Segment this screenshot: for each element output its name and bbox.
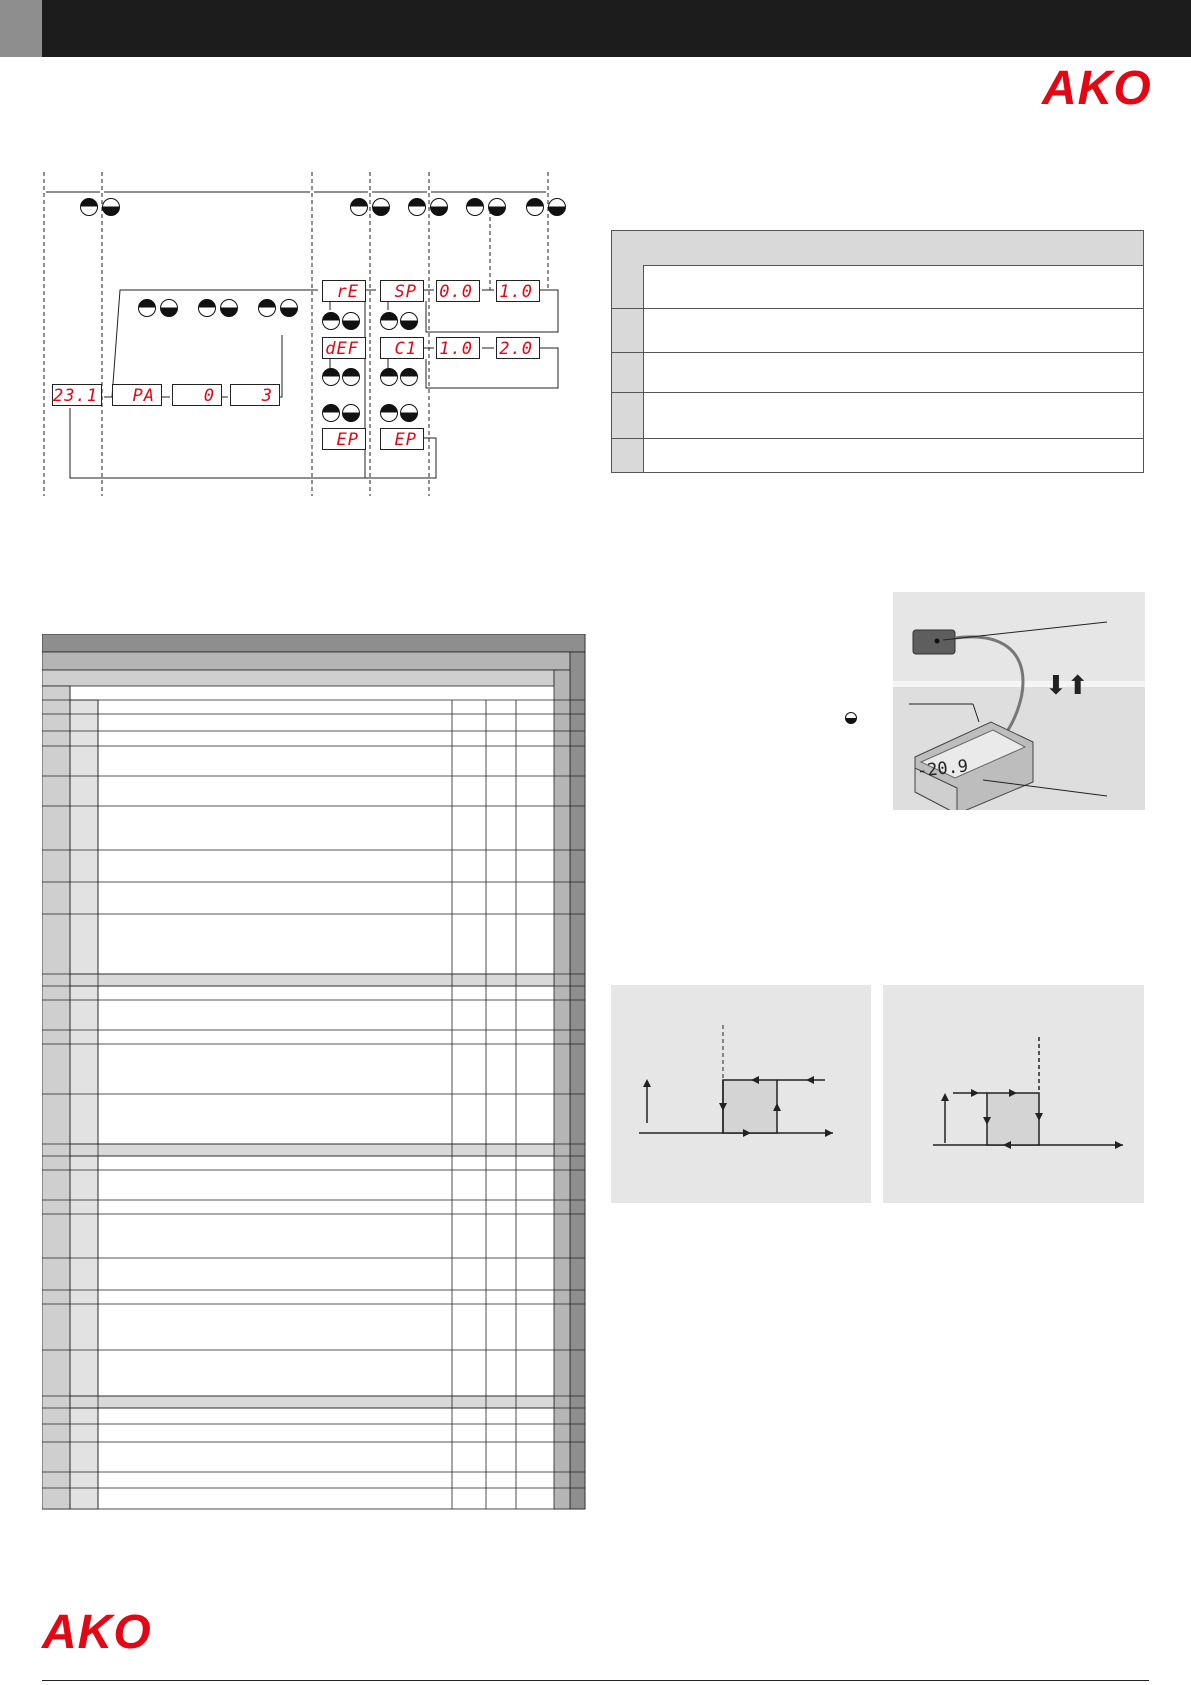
display-param-sp: SP <box>380 280 424 302</box>
display-code-value: 3 <box>230 384 280 406</box>
parameter-table <box>42 634 586 1510</box>
down-key-icon <box>400 404 418 422</box>
up-key-icon <box>138 299 156 317</box>
display-c1-value-b: 2.0 <box>496 337 540 359</box>
display-c1-value-a: 1.0 <box>436 337 480 359</box>
down-key-icon <box>280 299 298 317</box>
display-menu-def: dEF <box>322 337 366 359</box>
up-key-icon <box>380 368 398 386</box>
display-password: PA <box>112 384 162 406</box>
display-param-c1: C1 <box>380 337 424 359</box>
up-key-icon <box>400 368 418 386</box>
status-row <box>612 309 1143 353</box>
up-key-icon <box>322 312 340 330</box>
up-key-icon <box>380 404 398 422</box>
down-key-icon <box>342 404 360 422</box>
up-key-icon <box>258 299 276 317</box>
display-menu-re: rE <box>322 280 366 302</box>
display-param-ep: EP <box>380 428 424 450</box>
header-bar <box>0 0 1191 57</box>
up-key-icon <box>408 198 426 216</box>
down-key-icon <box>102 198 120 216</box>
display-sp-value-a: 0.0 <box>436 280 480 302</box>
double-arrow-icon: ⬇⬆ <box>1045 671 1089 701</box>
up-key-icon <box>466 198 484 216</box>
down-key-icon <box>372 198 390 216</box>
menu-navigation-diagram <box>40 170 580 500</box>
device-display-value: -20.9 <box>916 756 970 782</box>
header-tab <box>0 0 42 57</box>
heating-hysteresis-graph <box>883 985 1144 1203</box>
status-table <box>611 230 1144 473</box>
up-key-icon <box>322 368 340 386</box>
device-photo-panel <box>893 592 1145 810</box>
status-table-header <box>612 231 1143 266</box>
down-key-icon <box>548 198 566 216</box>
down-key-icon <box>342 312 360 330</box>
status-row <box>612 439 1143 472</box>
ako-logo-footer: AKO <box>42 1606 152 1659</box>
ako-logo: AKO <box>1042 62 1152 115</box>
down-key-icon <box>488 198 506 216</box>
down-key-icon <box>160 299 178 317</box>
status-row <box>612 265 1143 309</box>
cooling-hysteresis-graph <box>611 985 871 1203</box>
down-key-icon <box>220 299 238 317</box>
down-key-icon <box>430 198 448 216</box>
status-row <box>612 393 1143 439</box>
display-code-digit: 0 <box>172 384 222 406</box>
up-key-icon <box>342 368 360 386</box>
display-temperature: 23.1 <box>52 384 102 406</box>
display-sp-value-b: 1.0 <box>496 280 540 302</box>
down-key-icon <box>400 312 418 330</box>
up-key-icon <box>380 312 398 330</box>
footer-divider <box>42 1680 1149 1681</box>
up-key-icon <box>322 404 340 422</box>
down-key-icon <box>845 712 857 724</box>
display-menu-ep: EP <box>322 428 366 450</box>
up-key-icon <box>198 299 216 317</box>
up-key-icon <box>80 198 98 216</box>
status-row <box>612 353 1143 393</box>
up-key-icon <box>350 198 368 216</box>
up-key-icon <box>526 198 544 216</box>
